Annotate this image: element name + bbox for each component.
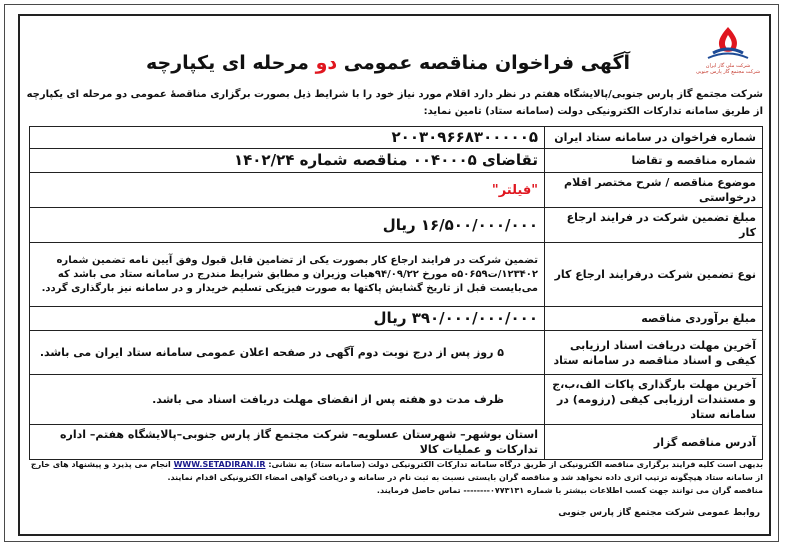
row-value: تضمین شرکت در فرایند ارجاع کار بصورت یکی از تضامین قابل قبول وفق آیین نامه تضمین شماره ۱۲۳۴۰۲/ت۵۰۶۵۹ه مورخ ۹۴/۰۹/۲۲هیات وزیران و مطابق شرایط مندرج در سامانه ستاد می باشد که می‌بایست قبل از تاریخ گشایش پاکتها به صورت فیزیکی تسلیم خریدار و در سامانه نیز بارگذاری گردد. <box>30 243 545 307</box>
table-row <box>30 375 763 425</box>
row-label: شماره فراخوان در سامانه ستاد ایران <box>545 127 763 149</box>
row-label: مبلغ تضمین شرکت در فرایند ارجاع کار <box>545 208 763 243</box>
row-value: ۲۰۰۳۰۹۶۶۸۳۰۰۰۰۰۵ <box>30 127 545 149</box>
title-after: مرحله ای یکپارچه <box>146 52 309 74</box>
logo-caption-line2: شرکت مجتمع گاز پارس جنوبی <box>695 69 761 75</box>
table-row <box>30 307 763 331</box>
company-logo <box>693 23 763 81</box>
row-value: ظرف مدت دو هفته پس از انقضای مهلت دریافت اسناد می باشد. <box>30 375 545 425</box>
row-label: نوع تضمین شرکت درفرایند ارجاع کار <box>545 243 763 307</box>
title-highlight: دو <box>315 52 338 74</box>
row-label: شماره مناقصه و تقاضا <box>545 149 763 173</box>
footer-contact: مناقصه گران می توانند جهت کسب اطلاعات بیشتر با شماره ۰۷۷۳۱۳۱-------- تماس حاصل فرمایند. <box>376 486 763 495</box>
row-label: آدرس مناقصه گزار <box>545 425 763 460</box>
flame-logo-icon <box>693 23 763 63</box>
table-row <box>30 243 763 307</box>
title-before: آگهی فراخوان مناقصه عمومی <box>343 52 630 74</box>
row-value: استان بوشهر– شهرستان عسلویه– شرکت مجتمع گاز پارس جنوبی–پالایشگاه هفتم– اداره تدارکات و عملیات کالا <box>30 425 545 460</box>
public-relations-signature: روابط عمومی شرکت مجتمع گاز پارس جنوبی <box>558 508 760 518</box>
footer-text-2: انجام می پذیرد و پیشنهاد های خارج از سامانه ستاد هیچگونه ترتیب اثری داده نخواهد شد و مناقصه گران بایستی نسبت به ثبت نام در سامانه و دریافت گواهی امضاء الکترونیکی اقدام نمایند. <box>30 460 763 482</box>
row-value: ۵ روز پس از درج نوبت دوم آگهی در صفحه اعلان عمومی سامانه ستاد ایران می باشد. <box>30 331 545 375</box>
announcement-title <box>146 52 630 74</box>
row-label: موضوع مناقصه / شرح مختصر اقلام درخواستی <box>545 173 763 208</box>
row-label: آخرین مهلت دریافت اسناد ارزیابی کیفی و اسناد مناقصه در سامانه ستاد <box>545 331 763 375</box>
logo-caption-line1: شرکت ملی گاز ایران <box>705 63 751 69</box>
table-row <box>30 173 763 208</box>
row-label: آخرین مهلت بارگذاری پاکات الف،ب،ج و مستندات ارزیابی کیفی (رزومه) در سامانه ستاد <box>545 375 763 425</box>
row-value: ۳۹۰/۰۰۰/۰۰۰/۰۰۰ ریال <box>30 307 545 331</box>
table-row <box>30 425 763 460</box>
table-row <box>30 331 763 375</box>
footer-text-1: بدیهی است کلیه فرایند برگزاری مناقصه الکترونیکی از طریق درگاه سامانه تدارکات الکترونیکی دولت (سامانه ستاد) به نشانی: <box>268 460 763 469</box>
table-row <box>30 127 763 149</box>
row-value: تقاضای ۰۰۴۰۰۰۵ مناقصه شماره ۱۴۰۲/۲۴ <box>30 149 545 173</box>
intro-paragraph: شرکت مجتمع گاز پارس جنوبی/پالایشگاه هفتم در نظر دارد اقلام مورد نیاز خود را با شرایط ذیل بصورت برگزاری مناقصهٔ عمومی دو مرحله ای یکپارچه از طریق سامانه تدارکات الکترونیکی دولت (سامانه ستاد) تامین نماید: <box>26 89 763 117</box>
setad-website-link[interactable]: WWW.SETADIRAN.IR <box>173 460 266 469</box>
row-label: مبلغ برآوردی مناقصه <box>545 307 763 331</box>
row-value: ۱۶/۵۰۰/۰۰۰/۰۰۰ ریال <box>30 208 545 243</box>
tender-details-table <box>29 126 763 460</box>
table-row <box>30 208 763 243</box>
footer-notes <box>22 458 763 497</box>
table-row <box>30 149 763 173</box>
row-value: "فیلتر" <box>30 173 545 208</box>
